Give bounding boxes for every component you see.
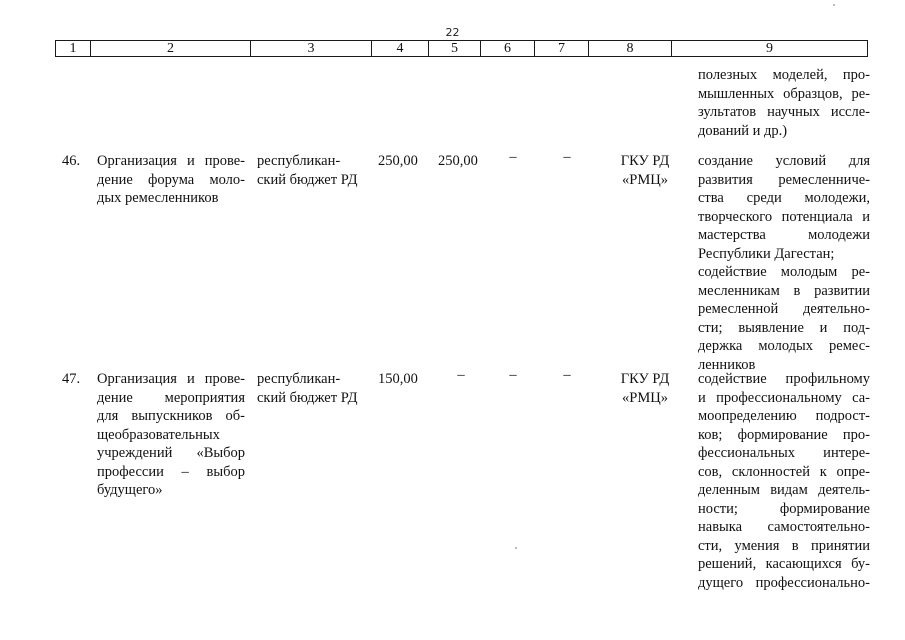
row-number: 47.	[62, 371, 81, 387]
scan-speck	[833, 4, 835, 6]
column-header-4: 4	[372, 41, 429, 57]
expected-result: создание условий для развития ремесленниче- ства среди молодежи, творческого потенциала и мастерства молодежи Республики Дагестан; содействие молодым ре- месленникам в развитии ремесленной деятельно- сти; выявление и под- держка молодых ремес- ленников	[698, 153, 870, 373]
amount-col7: –	[563, 367, 571, 383]
column-header-7: 7	[535, 41, 589, 57]
executor: ГКУ РД «РМЦ»	[620, 153, 670, 188]
amount-col5: –	[457, 367, 465, 383]
amount-col6: –	[509, 149, 517, 165]
amount-col6: –	[509, 367, 517, 383]
row-number: 46.	[62, 153, 81, 169]
column-header-1: 1	[56, 41, 91, 57]
column-header-2: 2	[91, 41, 251, 57]
expected-result: содействие профильному и профессиональному са- моопределению подрост- ков; формирование про- фессиональных интере- сов, склонностей к опре- деленным видам деятель- ности; формирование навыка самостоятельно- сти, умения в принятии решений, касающихся бу- дущего профессионально-	[698, 371, 870, 591]
column-header-3: 3	[251, 41, 372, 57]
amount-col5: 250,00	[438, 153, 478, 169]
column-header-8: 8	[589, 41, 672, 57]
amount-col4: 250,00	[378, 153, 418, 169]
measure-name: Организация и прове- дение форума моло- дых ремесленников	[97, 153, 245, 206]
continued-result-text: полезных моделей, про- мышленных образцов, ре- зультатов научных иссле- дований и др.)	[698, 67, 870, 139]
funding-source: республикан- ский бюджет РД	[257, 153, 358, 188]
amount-col4: 150,00	[378, 371, 418, 387]
scan-speck	[515, 547, 517, 549]
amount-col7: –	[563, 149, 571, 165]
column-header-9: 9	[672, 41, 868, 57]
page-number: 22	[445, 26, 460, 39]
column-header-5: 5	[429, 41, 481, 57]
funding-source: республикан- ский бюджет РД	[257, 371, 358, 406]
column-header-6: 6	[481, 41, 535, 57]
measure-name: Организация и прове- дение мероприятия для выпускников об- щеобразовательных учреждений «Выбор профессии – выбор будущего»	[97, 371, 245, 498]
executor: ГКУ РД «РМЦ»	[620, 371, 670, 406]
column-header-row	[55, 40, 868, 57]
